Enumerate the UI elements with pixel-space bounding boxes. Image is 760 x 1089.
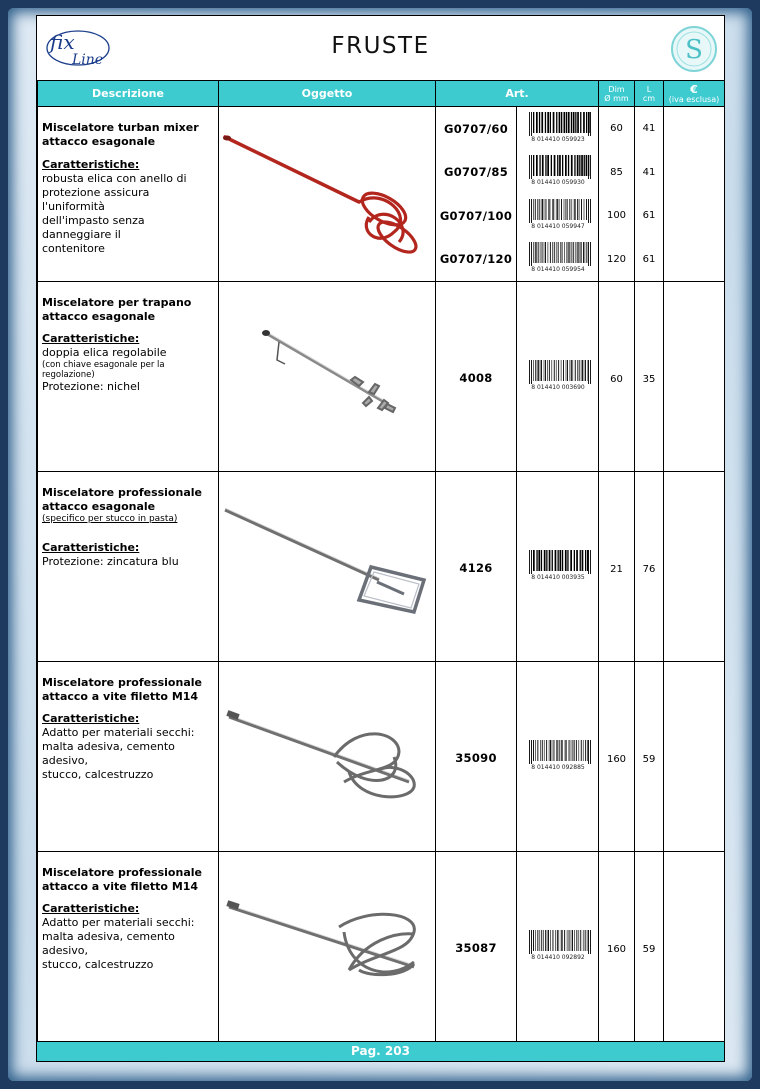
dimensions: 160 bbox=[599, 662, 635, 852]
price-cell bbox=[664, 107, 725, 282]
article-code: G0707/85 bbox=[443, 165, 509, 180]
lengths: 35 bbox=[635, 282, 664, 472]
barcodes bbox=[517, 852, 599, 1042]
product-row bbox=[38, 852, 725, 1042]
svg-text:S: S bbox=[685, 35, 703, 65]
product-row bbox=[38, 107, 725, 282]
brand-s-icon bbox=[669, 24, 719, 74]
price-cell bbox=[664, 852, 725, 1042]
product-description: Miscelatore turban mixer attacco esagonale Caratteristiche: robusta elica con anello di protezione assicura l'uniformità dell'impasto senza danneggiare il contenitore bbox=[38, 107, 219, 282]
barcodes bbox=[517, 472, 599, 662]
barcodes bbox=[517, 662, 599, 852]
logo-line: Line bbox=[72, 52, 104, 68]
product-description: Miscelatore professionale attacco esagonale (specifico per stucco in pasta) Caratteristiche: Protezione: zincatura blu bbox=[38, 472, 219, 662]
product-image-m14-mixer bbox=[219, 662, 436, 852]
product-description: Miscelatore professionale attacco a vite filetto M14 Caratteristiche: Adatto per materiali secchi: malta adesiva, cemento adesivo, stucco, calcestruzzo bbox=[38, 852, 219, 1042]
product-image-professional-hex-mixer bbox=[219, 472, 436, 662]
product-description: Miscelatore professionale attacco a vite filetto M14 Caratteristiche: Adatto per materiali secchi: malta adesiva, cemento adesivo, stucco, calcestruzzo bbox=[38, 662, 219, 852]
product-description: Miscelatore per trapano attacco esagonale Caratteristiche: doppia elica regolabile (con chiave esagonale per la regolazione) Protezione: nichel bbox=[38, 282, 219, 472]
barcode-digits: 8 014410 059947 bbox=[530, 222, 585, 229]
price-cell bbox=[664, 282, 725, 472]
article-code: G0707/120 bbox=[439, 252, 513, 267]
barcode bbox=[517, 360, 598, 394]
article-code: 4126 bbox=[459, 561, 493, 575]
product-row bbox=[38, 662, 725, 852]
barcodes bbox=[517, 107, 599, 282]
article-code: G0707/100 bbox=[439, 208, 513, 223]
product-image-turban-mixer bbox=[219, 107, 436, 282]
price-cell bbox=[664, 472, 725, 662]
barcodes bbox=[517, 282, 599, 472]
catalog-page bbox=[36, 15, 725, 1062]
lengths: 41 41 61 61 bbox=[635, 107, 664, 282]
article-codes bbox=[436, 282, 517, 472]
barcode bbox=[517, 740, 598, 774]
page-number: Pag. 203 bbox=[37, 1041, 724, 1061]
product-image-m14-mixer-2 bbox=[219, 852, 436, 1042]
dimensions: 60 bbox=[599, 282, 635, 472]
article-code: G0707/60 bbox=[443, 121, 509, 136]
article-codes bbox=[436, 107, 517, 282]
barcode-digits: 8 014410 092892 bbox=[530, 953, 585, 960]
barcode-digits: 8 014410 003935 bbox=[530, 573, 585, 580]
barcode-digits: 8 014410 059954 bbox=[530, 266, 585, 273]
lengths: 59 bbox=[635, 852, 664, 1042]
dimensions: 60 85 100 120 bbox=[599, 107, 635, 282]
product-image-drill-mixer bbox=[219, 282, 436, 472]
dimensions: 21 bbox=[599, 472, 635, 662]
article-codes bbox=[436, 472, 517, 662]
article-codes bbox=[436, 662, 517, 852]
product-table bbox=[37, 80, 725, 1042]
barcode-digits: 8 014410 092885 bbox=[530, 763, 585, 770]
barcode bbox=[522, 112, 594, 146]
col-price: € (iva esclusa) bbox=[664, 81, 725, 107]
article-codes bbox=[436, 852, 517, 1042]
product-row bbox=[38, 472, 725, 662]
logo-fix: fix bbox=[50, 30, 75, 54]
col-dim: Dim Ø mm bbox=[599, 81, 635, 107]
article-code: 4008 bbox=[459, 371, 493, 385]
article-code: 35090 bbox=[455, 751, 497, 765]
page-header bbox=[37, 16, 724, 80]
col-descrizione: Descrizione bbox=[38, 81, 219, 107]
page-title: FRUSTE bbox=[331, 33, 430, 59]
price-cell bbox=[664, 662, 725, 852]
barcode-digits: 8 014410 059923 bbox=[530, 135, 585, 142]
barcode-digits: 8 014410 059930 bbox=[530, 179, 585, 186]
dimensions: 160 bbox=[599, 852, 635, 1042]
col-art: Art. bbox=[436, 81, 599, 107]
barcode bbox=[517, 930, 598, 964]
lengths: 76 bbox=[635, 472, 664, 662]
col-length: L cm bbox=[635, 81, 664, 107]
product-row bbox=[38, 282, 725, 472]
article-code: 35087 bbox=[455, 941, 497, 955]
barcode bbox=[522, 199, 594, 233]
lengths: 59 bbox=[635, 662, 664, 852]
barcode bbox=[522, 155, 594, 189]
col-oggetto: Oggetto bbox=[219, 81, 436, 107]
barcode bbox=[522, 242, 594, 276]
barcode-digits: 8 014410 003690 bbox=[530, 383, 585, 390]
barcode bbox=[517, 550, 598, 584]
